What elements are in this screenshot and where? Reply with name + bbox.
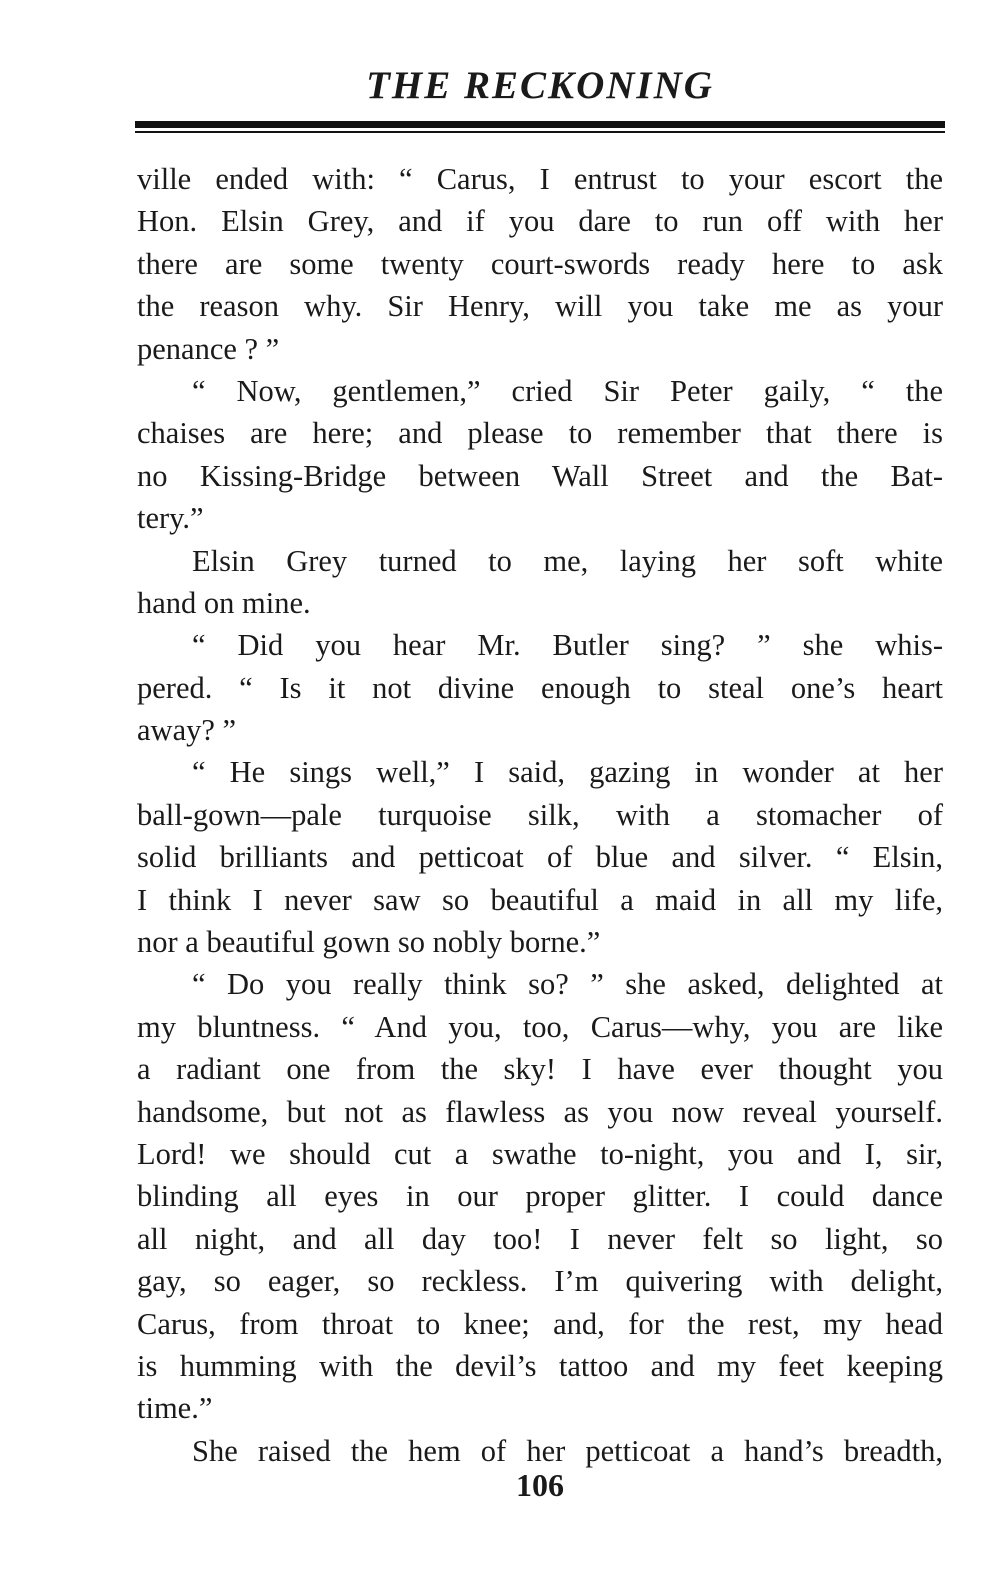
text-line: there are some twenty court-swords ready here to ask [137,246,943,281]
header-rule-thick [135,121,945,128]
text-line: no Kissing-Bridge between Wall Street and the Bat- [137,458,943,493]
text-line: solid brilliants and petticoat of blue and silver. “ Elsin, [137,840,943,875]
text-line: all night, and all day too! I never felt so light, so [137,1221,943,1256]
text-line: nor a beautiful gown so nobly borne.” [137,925,601,960]
text-line: blinding all eyes in our proper glitter. I could dance [137,1179,943,1214]
text-line: I think I never saw so beautiful a maid in all my life, [137,882,943,917]
text-line: gay, so eager, so reckless. I’m quivering with delight, [137,1264,943,1299]
text-line: “ Now, gentlemen,” cried Sir Peter gaily, “ the [192,373,943,408]
text-line: hand on mine. [137,585,311,620]
text-line: She raised the hem of her petticoat a hand’s breadth, [192,1433,943,1468]
text-line: “ He sings well,” I said, gazing in wonder at her [192,755,943,790]
text-line: the reason why. Sir Henry, will you take me as your [137,289,943,324]
text-line: my bluntness. “ And you, too, Carus—why, you are like [137,1009,943,1044]
running-head-title: THE RECKONING [366,64,714,107]
text-line: penance ? ” [137,331,280,366]
text-line: away? ” [137,713,237,748]
text-line: “ Did you hear Mr. Butler sing? ” she whis- [192,628,943,663]
text-line: ball-gown—pale turquoise silk, with a stomacher of [137,797,943,832]
text-line: Carus, from throat to knee; and, for the rest, my head [137,1306,943,1341]
body-text [137,158,943,1472]
header-rule-thin [135,131,945,133]
text-line: Lord! we should cut a swathe to-night, you and I, sir, [137,1136,943,1171]
text-line: ville ended with: “ Carus, I entrust to your escort the [137,162,943,196]
text-line: a radiant one from the sky! I have ever thought you [137,1052,943,1087]
text-line: tery.” [137,501,204,536]
text-line: pered. “ Is it not divine enough to steal one’s heart [137,670,943,705]
text-line: Hon. Elsin Grey, and if you dare to run off with her [137,204,943,239]
page-number: 106 [516,1467,564,1503]
text-line: “ Do you really think so? ” she asked, delighted at [192,967,943,1002]
text-line: time.” [137,1391,213,1426]
text-line: Elsin Grey turned to me, laying her soft white [192,543,943,578]
text-line: is humming with the devil’s tattoo and my feet keeping [137,1348,943,1383]
text-line: chaises are here; and please to remember that there is [137,416,943,451]
text-line: handsome, but not as flawless as you now reveal yourself. [137,1094,943,1129]
